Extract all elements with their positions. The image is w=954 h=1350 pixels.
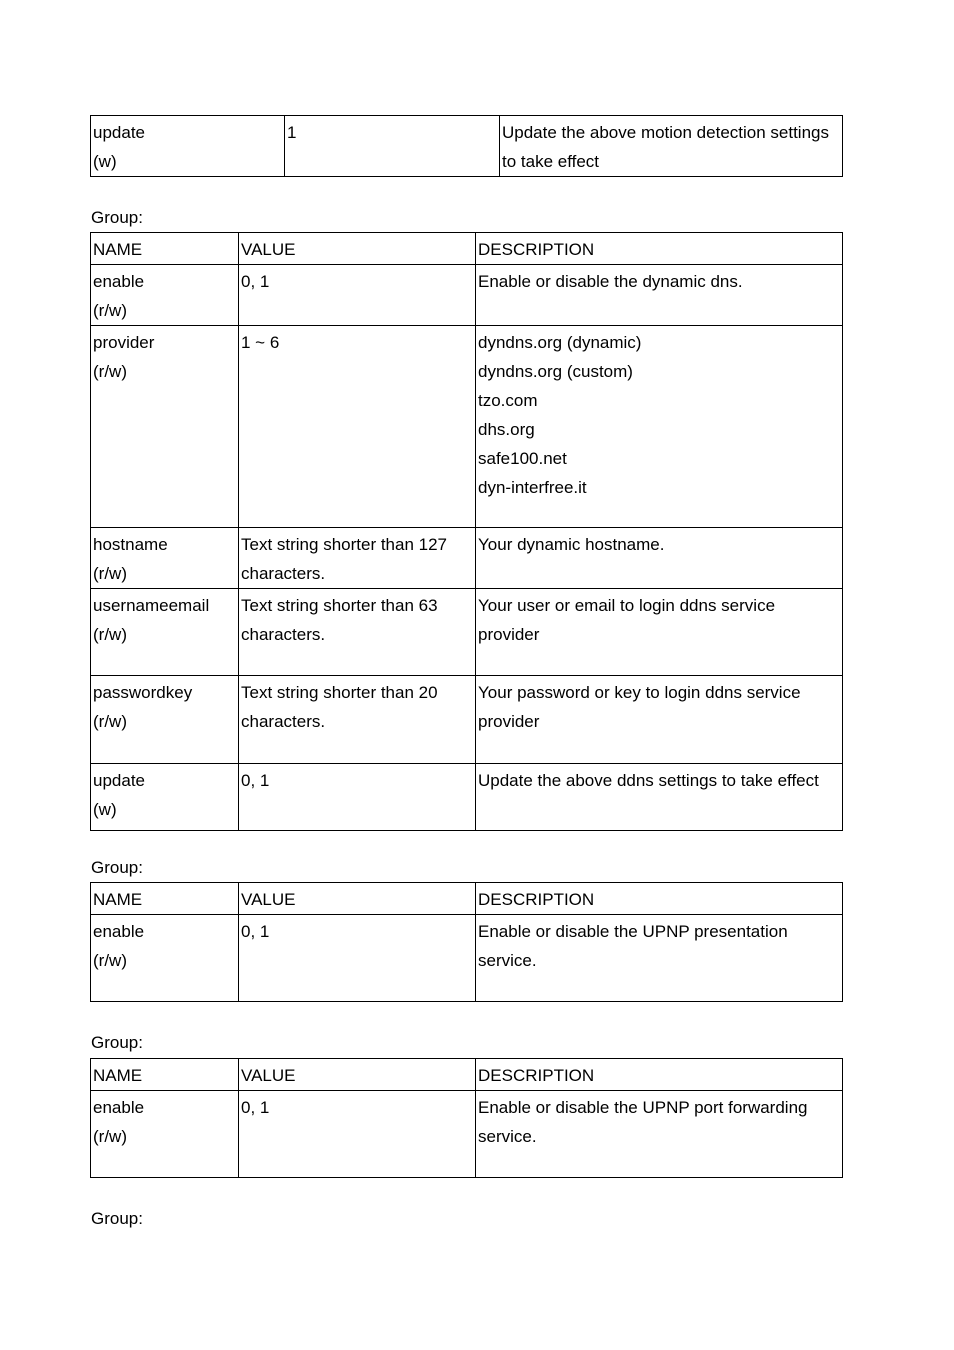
upnp-presentation-table xyxy=(90,882,843,1002)
column-header-value: VALUE xyxy=(239,883,476,915)
upnp-port-forwarding-table xyxy=(90,1058,843,1178)
param-value-cell: 0, 1 xyxy=(239,265,476,326)
param-name-cell: provider (r/w) xyxy=(91,326,239,528)
column-header-name: NAME xyxy=(91,883,239,915)
table-row xyxy=(91,265,843,326)
param-description-cell: Enable or disable the UPNP port forwarding service. xyxy=(476,1091,843,1178)
param-description-cell: Enable or disable the dynamic dns. xyxy=(476,265,843,326)
param-value-cell: 1 ~ 6 xyxy=(239,326,476,528)
param-value-cell: 1 xyxy=(285,116,500,177)
param-name-cell: enable (r/w) xyxy=(91,915,239,1002)
table-row xyxy=(91,116,843,177)
param-description-cell: Update the above ddns settings to take effect xyxy=(476,764,843,831)
param-name-cell: enable (r/w) xyxy=(91,265,239,326)
column-header-description: DESCRIPTION xyxy=(476,1059,843,1091)
table-header-row xyxy=(91,233,843,265)
param-value-cell: 0, 1 xyxy=(239,764,476,831)
column-header-value: VALUE xyxy=(239,233,476,265)
param-value-cell: 0, 1 xyxy=(239,1091,476,1178)
param-description-cell: Enable or disable the UPNP presentation service. xyxy=(476,915,843,1002)
group-label: Group: xyxy=(91,858,143,877)
param-name-cell: usernameemail (r/w) xyxy=(91,589,239,676)
param-name-cell: enable (r/w) xyxy=(91,1091,239,1178)
table-row xyxy=(91,915,843,1002)
column-header-description: DESCRIPTION xyxy=(476,883,843,915)
table-row xyxy=(91,1091,843,1178)
param-value-cell: Text string shorter than 63 characters. xyxy=(239,589,476,676)
column-header-name: NAME xyxy=(91,1059,239,1091)
param-description-cell: Update the above motion detection settings to take effect xyxy=(500,116,843,177)
group-label: Group: xyxy=(91,1033,143,1052)
table-row xyxy=(91,764,843,831)
column-header-description: DESCRIPTION xyxy=(476,233,843,265)
param-value-cell: Text string shorter than 20 characters. xyxy=(239,676,476,764)
param-name-cell: passwordkey (r/w) xyxy=(91,676,239,764)
param-description-cell: dyndns.org (dynamic) dyndns.org (custom) tzo.com dhs.org safe100.net dyn-interfree.it xyxy=(476,326,843,528)
column-header-name: NAME xyxy=(91,233,239,265)
param-value-cell: 0, 1 xyxy=(239,915,476,1002)
param-description-cell: Your dynamic hostname. xyxy=(476,528,843,589)
table-row xyxy=(91,676,843,764)
motion-update-table xyxy=(90,115,843,177)
param-name-cell: hostname (r/w) xyxy=(91,528,239,589)
ddns-parameter-table xyxy=(90,232,843,831)
group-label: Group: xyxy=(91,1209,143,1228)
param-description-cell: Your user or email to login ddns service provider xyxy=(476,589,843,676)
param-value-cell: Text string shorter than 127 characters. xyxy=(239,528,476,589)
table-row xyxy=(91,528,843,589)
table-header-row xyxy=(91,1059,843,1091)
param-name-cell: update (w) xyxy=(91,764,239,831)
param-name-cell: update (w) xyxy=(91,116,285,177)
table-row xyxy=(91,326,843,528)
column-header-value: VALUE xyxy=(239,1059,476,1091)
table-row xyxy=(91,589,843,676)
group-label: Group: xyxy=(91,208,143,227)
param-description-cell: Your password or key to login ddns service provider xyxy=(476,676,843,764)
table-header-row xyxy=(91,883,843,915)
